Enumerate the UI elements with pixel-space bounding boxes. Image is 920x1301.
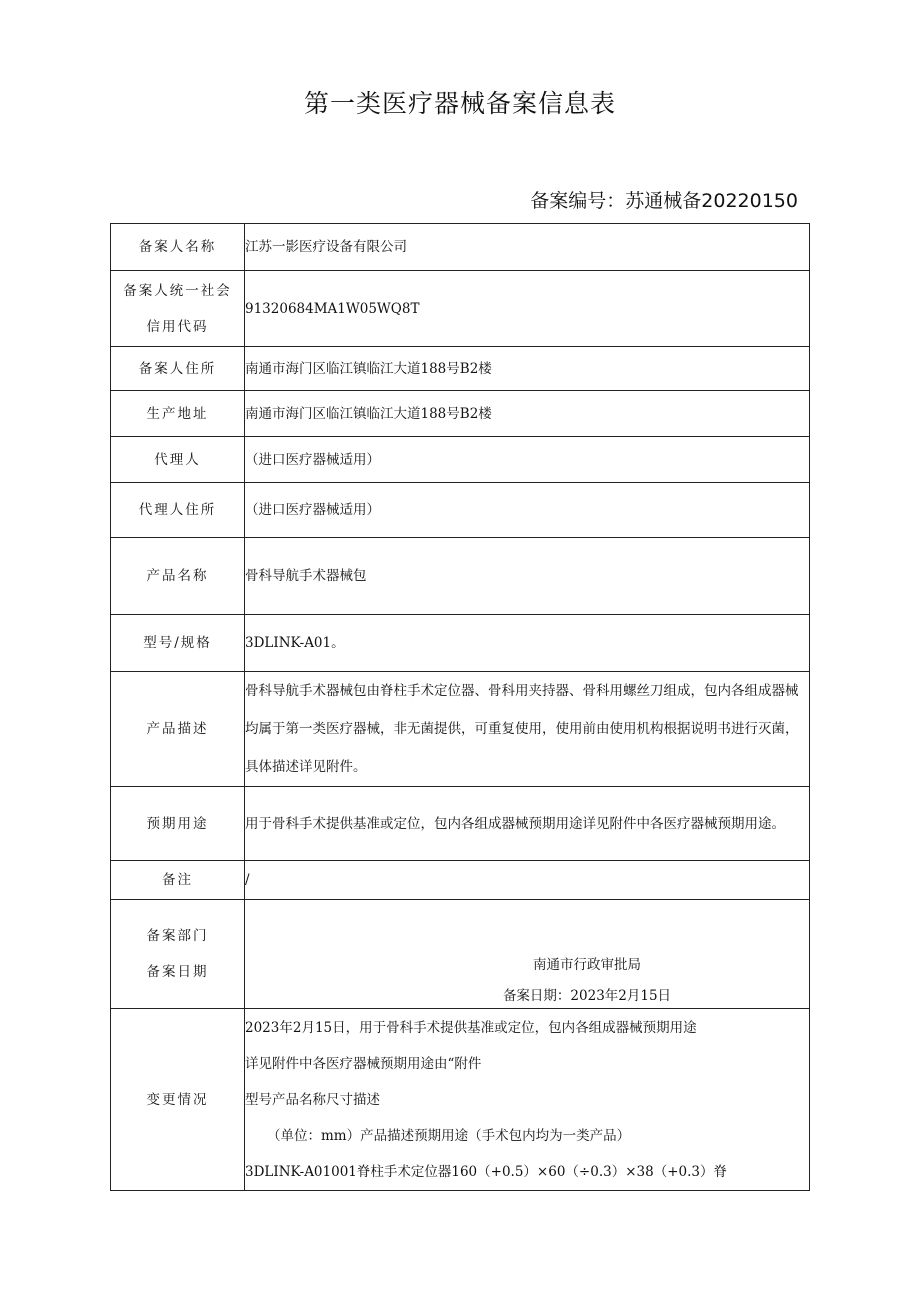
- change-line: 详见附件中各医疗器械预期用途由“附件: [245, 1055, 482, 1072]
- filing-date: 备案日期：2023年2月15日: [502, 988, 672, 1004]
- changes-label: 变更情况: [111, 1009, 245, 1191]
- table-row: [111, 437, 810, 483]
- table-row: [111, 538, 810, 615]
- intended-use-value: 用于骨科手术提供基准或定位，包内各组成器械预期用途详见附件中各医疗器械预期用途。: [245, 787, 810, 861]
- credit-code-label-line2: 信用代码: [146, 318, 209, 335]
- department-label-line2: 备案日期: [146, 964, 209, 980]
- changes-value: [245, 1009, 810, 1191]
- production-address-label: 生产地址: [111, 391, 245, 437]
- credit-code-label: [111, 271, 245, 347]
- production-address-value: 南通市海门区临江镇临江大道188号B2楼: [245, 391, 810, 437]
- table-row: [111, 483, 810, 538]
- agent-label: 代理人: [111, 437, 245, 483]
- table-row: [111, 271, 810, 347]
- agent-address-label: 代理人住所: [111, 483, 245, 538]
- table-row: [111, 347, 810, 391]
- change-line: 3DLINK-A01001脊柱手术定位器160（+0.5）×60（÷0.3）×38（+0.3）脊: [245, 1163, 727, 1180]
- filing-number: 备案编号：苏通械备20220150: [530, 190, 798, 212]
- table-row: [111, 900, 810, 1009]
- agent-value: （进口医疗器械适用）: [245, 437, 810, 483]
- filing-info-table: [110, 223, 810, 1191]
- change-line: 型号产品名称尺寸描述: [245, 1091, 380, 1108]
- table-row: [111, 1009, 810, 1191]
- intended-use-label: 预期用途: [111, 787, 245, 861]
- remarks-label: 备注: [111, 861, 245, 900]
- table-row: [111, 787, 810, 861]
- model-value: 3DLINK-A01。: [245, 615, 810, 672]
- department-label: [111, 900, 245, 1009]
- table-row: [111, 615, 810, 672]
- filer-address-value: 南通市海门区临江镇临江大道188号B2楼: [245, 347, 810, 391]
- product-name-value: 骨科导航手术器械包: [245, 538, 810, 615]
- description-value: 骨科导航手术器械包由脊柱手术定位器、骨科用夹持器、骨科用螺丝刀组成，包内各组成器械均属于第一类医疗器械，非无菌提供，可重复使用，使用前由使用机构根据说明书进行灭菌，具体描述详见附件。: [245, 672, 810, 787]
- change-line: 2023年2月15日，用于骨科手术提供基准或定位，包内各组成器械预期用途: [245, 1019, 697, 1036]
- description-label: 产品描述: [111, 672, 245, 787]
- change-line: （单位：mm）产品描述预期用途（手术包内均为一类产品）: [267, 1127, 631, 1144]
- table-row: [111, 861, 810, 900]
- remarks-value: /: [245, 861, 810, 900]
- model-label: 型号/规格: [111, 615, 245, 672]
- table-row: [111, 672, 810, 787]
- credit-code-value: 91320684MA1W05WQ8T: [245, 271, 810, 347]
- department-cell: [245, 900, 810, 1009]
- page-title: 第一类医疗器械备案信息表: [303, 89, 616, 118]
- table-row: [111, 224, 810, 271]
- table-row: [111, 391, 810, 437]
- filer-name-value: 江苏一影医疗设备有限公司: [245, 224, 810, 271]
- filer-address-label: 备案人住所: [111, 347, 245, 391]
- credit-code-label-line1: 备案人统一社会: [123, 282, 232, 299]
- department-label-line1: 备案部门: [146, 928, 209, 944]
- filer-name-label: 备案人名称: [111, 224, 245, 271]
- agent-address-value: （进口医疗器械适用）: [245, 483, 810, 538]
- department-name: 南通市行政审批局: [533, 957, 641, 973]
- product-name-label: 产品名称: [111, 538, 245, 615]
